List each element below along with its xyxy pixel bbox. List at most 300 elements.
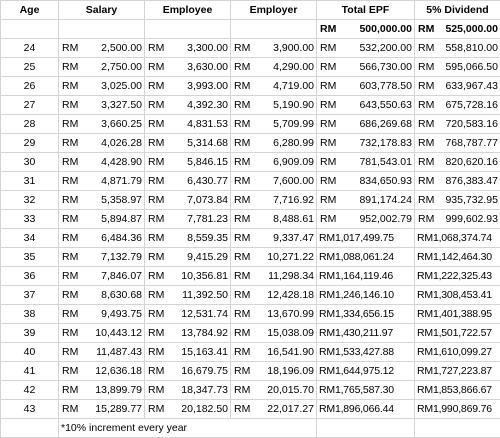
currency-label: RM [147,229,164,247]
cell-salary[interactable] [59,248,145,267]
currency-label: RM [417,77,434,95]
currency-label: RM [61,58,78,76]
currency-label: RM [319,270,335,282]
cell-total[interactable] [317,96,415,115]
cell-empty[interactable] [317,419,415,438]
currency-label: RM [233,77,250,95]
amount-value: 8,630.68 [101,286,142,304]
currency-label: RM [417,308,433,320]
currency-label: RM [147,58,164,76]
currency-label: RM [233,134,250,152]
table-row [1,248,500,267]
amount-value: 1,430,211.97 [335,327,393,339]
currency-label: RM [319,232,335,244]
amount-value: 11,298.34 [268,267,314,285]
cell-employee[interactable] [145,267,231,286]
currency-label: RM [319,58,336,76]
cell-employee[interactable] [145,134,231,153]
currency-label: RM [61,172,78,190]
amount-value: 566,730.00 [359,58,412,76]
currency-label: RM [319,327,335,339]
currency-label: RM [61,248,78,266]
amount-value: 9,493.75 [101,305,142,323]
amount-value: 7,781.23 [187,210,228,228]
currency-label: RM [233,229,250,247]
currency-label: RM [147,381,164,399]
amount-value: 6,909.09 [273,153,314,171]
header-age[interactable]: Age [1,1,59,20]
cell-dividend[interactable] [415,39,500,58]
cell-employer[interactable] [231,153,317,172]
cell-salary[interactable] [59,191,145,210]
currency-label: RM [233,343,250,361]
amount-value: 4,871.79 [101,172,142,190]
cell-employer[interactable] [231,134,317,153]
cell-empty[interactable] [1,419,59,438]
cell-dividend[interactable] [415,248,500,267]
currency-label: RM [147,172,164,190]
cell-employer[interactable] [231,286,317,305]
currency-label: RM [61,77,78,95]
currency-label: RM [147,400,164,418]
amount-value: 633,967.43 [445,77,498,95]
currency-label: RM [61,324,78,342]
cell-employee[interactable] [145,153,231,172]
currency-label: RM [61,96,78,114]
cell-empty[interactable] [59,20,145,39]
cell-dividend[interactable] [415,134,500,153]
cell-age[interactable]: 27 [1,96,59,115]
currency-label: RM [147,77,164,95]
cell-age[interactable]: 30 [1,153,59,172]
amount-value: 891,174.24 [359,191,412,209]
currency-label: RM [319,365,335,377]
table-row [1,305,500,324]
cell-age[interactable]: 32 [1,191,59,210]
currency-label: RM [147,343,164,361]
cell-dividend[interactable] [415,286,500,305]
amount-value: 3,025.00 [101,77,142,95]
amount-value: 5,709.99 [273,115,314,133]
amount-value: 6,484.36 [101,229,142,247]
cell-dividend[interactable] [415,362,500,381]
cell-salary[interactable] [59,305,145,324]
currency-label: RM [319,210,336,228]
currency-label: RM [233,324,250,342]
currency-label: RM [417,115,434,133]
currency-label: RM [417,327,433,339]
cell-employer[interactable] [231,172,317,191]
header-employer[interactable]: Employer [231,1,317,20]
amount-value: 15,289.77 [95,400,142,418]
cell-age[interactable]: 43 [1,400,59,419]
amount-value: 7,132.79 [101,248,142,266]
cell-employer[interactable] [231,77,317,96]
cell-salary[interactable] [59,343,145,362]
amount-value: 8,488.61 [273,210,314,228]
amount-value: 3,993.00 [187,77,228,95]
cell-employee[interactable] [145,191,231,210]
cell-age[interactable]: 38 [1,305,59,324]
cell-total[interactable] [317,77,415,96]
cell-total[interactable] [317,248,415,267]
cell-employee[interactable] [145,305,231,324]
amount-value: 935,732.95 [445,191,498,209]
currency-label: RM [147,191,164,209]
amount-value: 4,719.00 [273,77,314,95]
currency-label: RM [233,400,250,418]
currency-label: RM [417,39,434,57]
cell-age[interactable]: 31 [1,172,59,191]
cell-dividend[interactable] [415,267,500,286]
cell-employer[interactable] [231,58,317,77]
cell-empty[interactable] [415,419,500,438]
cell-dividend[interactable] [415,343,500,362]
table-row [1,96,500,115]
cell-salary[interactable] [59,267,145,286]
currency-label: RM [233,362,250,380]
cell-age[interactable]: 37 [1,286,59,305]
amount-value: 20,182.50 [181,400,228,418]
amount-value: 16,679.75 [181,362,228,380]
currency-label: RM [61,210,78,228]
cell-dividend[interactable] [415,305,500,324]
currency-label: RM [417,270,433,282]
cell-dividend[interactable] [415,58,500,77]
amount-value: 10,443.12 [95,324,142,342]
amount-value: 10,271.22 [267,248,314,266]
cell-salary[interactable] [59,39,145,58]
amount-value: 22,017.27 [267,400,314,418]
cell-total[interactable] [317,362,415,381]
cell-salary[interactable] [59,134,145,153]
amount-value: 18,347.73 [181,381,228,399]
cell-employee[interactable] [145,115,231,134]
cell-total[interactable] [317,58,415,77]
amount-value: 5,894.87 [101,210,142,228]
initial-total-epf[interactable] [317,20,415,39]
cell-employer[interactable] [231,229,317,248]
cell-dividend[interactable] [415,115,500,134]
cell-total[interactable] [317,229,415,248]
header-row [1,1,500,20]
cell-total[interactable] [317,153,415,172]
cell-dividend[interactable] [415,172,500,191]
cell-employee[interactable] [145,58,231,77]
cell-empty[interactable] [231,20,317,39]
amount-value: 15,038.09 [267,324,314,342]
cell-total[interactable] [317,267,415,286]
currency-label: RM [233,210,250,228]
currency-label: RM [61,134,78,152]
table-row [1,134,500,153]
cell-total[interactable] [317,210,415,229]
table-row [1,381,500,400]
amount-value: 10,356.81 [181,267,228,285]
cell-salary[interactable] [59,400,145,419]
currency-label: RM [233,58,250,76]
cell-employer[interactable] [231,305,317,324]
amount-value: 5,846.15 [187,153,228,171]
cell-salary[interactable] [59,324,145,343]
cell-employee[interactable] [145,400,231,419]
cell-employee[interactable] [145,248,231,267]
cell-dividend[interactable] [415,191,500,210]
table-row [1,115,500,134]
currency-label: RM [233,267,250,285]
currency-label: RM [61,267,78,285]
increment-note[interactable]: *10% increment every year [59,419,317,438]
cell-age[interactable]: 34 [1,229,59,248]
cell-employer[interactable] [231,39,317,58]
currency-label: RM [319,289,335,301]
currency-label: RM [147,248,164,266]
amount-value: 11,392.50 [182,286,228,304]
cell-employer[interactable] [231,267,317,286]
currency-label: RM [319,191,336,209]
amount-value: 1,017,499.75 [335,232,394,244]
currency-label: RM [61,400,78,418]
cell-total[interactable] [317,172,415,191]
currency-label: RM [319,20,336,38]
table-row [1,229,500,248]
currency-label: RM [319,77,336,95]
cell-empty[interactable] [1,20,59,39]
cell-age[interactable]: 29 [1,134,59,153]
currency-label: RM [61,115,78,133]
cell-employer[interactable] [231,381,317,400]
cell-dividend[interactable] [415,96,500,115]
currency-label: RM [319,172,336,190]
cell-salary[interactable] [59,381,145,400]
cell-age[interactable]: 35 [1,248,59,267]
table-row [1,362,500,381]
cell-age[interactable]: 36 [1,267,59,286]
cell-total[interactable] [317,39,415,58]
currency-label: RM [319,403,335,415]
initial-row [1,20,500,39]
amount-value: 999,602.93 [445,210,498,228]
cell-age[interactable]: 28 [1,115,59,134]
amount-value: 1,853,866.67 [433,384,492,396]
currency-label: RM [61,381,78,399]
cell-employer[interactable] [231,400,317,419]
cell-employee[interactable] [145,96,231,115]
header-total-epf[interactable]: Total EPF [317,1,415,20]
cell-empty[interactable] [145,20,231,39]
amount-value: 13,899.79 [95,381,142,399]
cell-employee[interactable] [145,362,231,381]
cell-dividend[interactable] [415,400,500,419]
cell-employee[interactable] [145,286,231,305]
cell-dividend[interactable] [415,381,500,400]
header-employee[interactable]: Employee [145,1,231,20]
cell-employee[interactable] [145,324,231,343]
cell-age[interactable]: 40 [1,343,59,362]
amount-value: 6,430.77 [187,172,228,190]
cell-salary[interactable] [59,58,145,77]
amount-value: 5,358.97 [101,191,142,209]
currency-label: RM [147,134,164,152]
cell-employee[interactable] [145,210,231,229]
currency-label: RM [147,115,164,133]
amount-value: 675,728.16 [445,96,498,114]
cell-salary[interactable] [59,362,145,381]
currency-label: RM [417,96,434,114]
currency-label: RM [417,384,433,396]
cell-total[interactable] [317,400,415,419]
amount-value: 12,428.18 [267,286,314,304]
currency-label: RM [417,134,434,152]
cell-total[interactable] [317,343,415,362]
currency-label: RM [417,20,434,38]
table-row [1,343,500,362]
currency-label: RM [233,153,250,171]
cell-total[interactable] [317,305,415,324]
amount-value: 643,550.63 [359,96,412,114]
amount-value: 1,501,722.57 [433,327,492,339]
amount-value: 13,670.99 [267,305,314,323]
cell-employer[interactable] [231,96,317,115]
amount-value: 1,990,869.76 [433,403,492,415]
cell-age[interactable]: 41 [1,362,59,381]
amount-value: 3,300.00 [187,39,228,57]
cell-age[interactable]: 25 [1,58,59,77]
amount-value: 1,401,388.95 [433,308,492,320]
cell-salary[interactable] [59,210,145,229]
amount-value: 4,392.30 [187,96,228,114]
currency-label: RM [319,346,335,358]
table-row [1,286,500,305]
cell-employer[interactable] [231,362,317,381]
amount-value: 686,269.68 [359,115,412,133]
currency-label: RM [61,39,78,57]
table-row [1,172,500,191]
amount-value: 768,787.77 [445,134,498,152]
cell-employee[interactable] [145,77,231,96]
cell-dividend[interactable] [415,77,500,96]
cell-employer[interactable] [231,324,317,343]
currency-label: RM [319,384,335,396]
cell-dividend[interactable] [415,210,500,229]
cell-salary[interactable] [59,77,145,96]
cell-salary[interactable] [59,172,145,191]
cell-age[interactable]: 39 [1,324,59,343]
currency-label: RM [147,362,164,380]
amount-value: 12,636.18 [95,362,142,380]
cell-employer[interactable] [231,343,317,362]
amount-value: 7,846.07 [101,267,142,285]
amount-value: 7,600.00 [273,172,314,190]
amount-value: 1,765,587.30 [335,384,394,396]
currency-label: RM [233,39,250,57]
currency-label: RM [417,232,433,244]
amount-value: 4,831.53 [187,115,228,133]
amount-value: 532,200.00 [359,39,412,57]
header-salary[interactable]: Salary [59,1,145,20]
cell-dividend[interactable] [415,153,500,172]
amount-value: 15,163.41 [181,343,228,361]
cell-total[interactable] [317,324,415,343]
table-row [1,324,500,343]
currency-label: RM [319,153,336,171]
cell-employer[interactable] [231,248,317,267]
cell-age[interactable]: 42 [1,381,59,400]
cell-salary[interactable] [59,229,145,248]
amount-value: 5,314.68 [187,134,228,152]
amount-value: 876,383.47 [445,172,498,190]
initial-dividend[interactable] [415,20,500,39]
cell-employee[interactable] [145,229,231,248]
cell-employer[interactable] [231,191,317,210]
cell-employer[interactable] [231,115,317,134]
cell-age[interactable]: 33 [1,210,59,229]
currency-label: RM [233,115,250,133]
cell-employee[interactable] [145,39,231,58]
currency-label: RM [61,305,78,323]
amount-value: 7,716.92 [273,191,314,209]
header-dividend[interactable]: 5% Dividend [415,1,500,20]
amount-value: 2,750.00 [101,58,142,76]
cell-total[interactable] [317,381,415,400]
amount-value: 2,500.00 [101,39,142,57]
amount-value: 8,559.35 [187,229,228,247]
cell-salary[interactable] [59,286,145,305]
currency-label: RM [147,210,164,228]
cell-salary[interactable] [59,115,145,134]
currency-label: RM [233,381,250,399]
cell-dividend[interactable] [415,229,500,248]
cell-age[interactable]: 24 [1,39,59,58]
amount-value: 1,308,453.41 [433,289,492,301]
cell-total[interactable] [317,115,415,134]
currency-label: RM [147,324,164,342]
amount-value: 16,541.90 [267,343,314,361]
cell-employee[interactable] [145,343,231,362]
cell-salary[interactable] [59,96,145,115]
cell-total[interactable] [317,286,415,305]
amount-value: 1,222,325.43 [433,270,492,282]
cell-total[interactable] [317,191,415,210]
amount-value: 4,026.28 [101,134,142,152]
currency-label: RM [417,365,433,377]
table-row [1,267,500,286]
amount-value: 12,531.74 [181,305,228,323]
amount-value: 1,610,099.27 [433,346,492,358]
currency-label: RM [147,305,164,323]
amount-value: 18,196.09 [267,362,314,380]
cell-employee[interactable] [145,381,231,400]
currency-label: RM [233,305,250,323]
amount-value: 1,246,146.10 [335,289,394,301]
currency-label: RM [319,134,336,152]
cell-age[interactable]: 26 [1,77,59,96]
table-row [1,191,500,210]
currency-label: RM [417,210,434,228]
initial-dividend-value: 525,000.00 [445,20,498,38]
cell-salary[interactable] [59,153,145,172]
currency-label: RM [233,248,250,266]
currency-label: RM [61,343,78,361]
amount-value: 558,810.00 [445,39,498,57]
cell-employer[interactable] [231,210,317,229]
amount-value: 7,073.84 [187,191,228,209]
amount-value: 3,327.50 [101,96,142,114]
cell-total[interactable] [317,134,415,153]
amount-value: 9,337.47 [273,229,314,247]
cell-employee[interactable] [145,172,231,191]
cell-dividend[interactable] [415,324,500,343]
